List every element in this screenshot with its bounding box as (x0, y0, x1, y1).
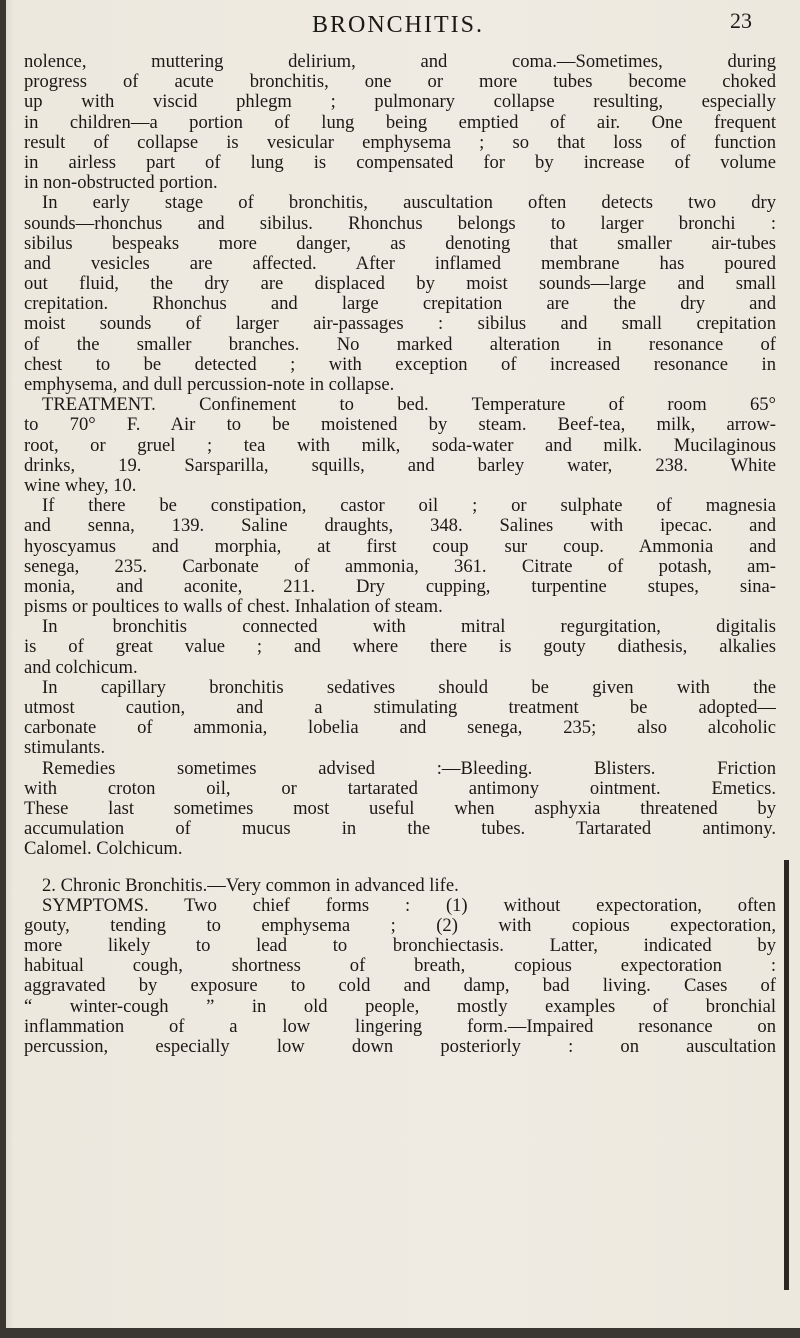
text-line: 2. Chronic Bronchitis.—Very common in advanced life. (42, 875, 459, 896)
text-line: in non-obstructed portion. (24, 173, 218, 194)
text-line: In capillary bronchitis sedatives should be given with the (42, 677, 776, 698)
text-line: is of great value ; and where there is gouty diathesis, alkalies (24, 637, 776, 658)
text-line: aggravated by exposure to cold and damp, bad living. Cases of (24, 976, 776, 997)
page-edge-shadow (784, 860, 789, 1290)
text-line: percussion, especially low down posteriorly : on auscultation (24, 1037, 776, 1057)
text-line: progress of acute bronchitis, one or more tubes become choked (24, 72, 776, 93)
text-line: sounds—rhonchus and sibilus. Rhonchus belongs to larger bronchi : (24, 213, 776, 234)
text-line: crepitation. Rhonchus and large crepitation are the dry and (24, 294, 776, 315)
text-line: and senna, 139. Saline draughts, 348. Salines with ipecac. and (24, 516, 776, 537)
text-line: more likely to lead to bronchiectasis. Latter, indicated by (24, 936, 776, 957)
text-line: sibilus bespeaks more danger, as denoting that smaller air-tubes (24, 233, 776, 254)
text-line: gouty, tending to emphysema ; (2) with copious expectoration, (24, 915, 776, 936)
text-line: stimulants. (24, 738, 106, 759)
text-line: chest to be detected ; with exception of increased resonance in (24, 354, 776, 375)
text-line: to 70° F. Air to be moistened by steam. Beef-tea, milk, arrow- (24, 415, 776, 436)
text-line: In bronchitis connected with mitral regurgitation, digitalis (42, 617, 776, 638)
text-line: in airless part of lung is compensated for by increase of volume (24, 152, 776, 173)
text-line: and vesicles are affected. After inflamed membrane has poured (24, 253, 776, 274)
text-line: utmost caution, and a stimulating treatment be adopted— (24, 698, 776, 718)
text-line: If there be constipation, castor oil ; or sulphate of magnesia (42, 496, 776, 517)
page-number: 23 (730, 8, 752, 33)
text-line: SYMPTOMS. Two chief forms : (1) without expectoration, often (42, 895, 776, 916)
text-line: nolence, muttering delirium, and coma.—Sometimes, during (24, 52, 776, 72)
text-line: up with viscid phlegm ; pulmonary collapse resulting, especially (24, 92, 776, 113)
text-line: out fluid, the dry are displaced by moist sounds—large and small (24, 274, 776, 295)
text-line: Remedies sometimes advised :—Bleeding. Blisters. Friction (42, 758, 776, 779)
text-line: hyoscyamus and morphia, at first coup sur coup. Ammonia and (24, 536, 776, 557)
text-line: Calomel. Colchicum. (24, 839, 183, 860)
text-line: TREATMENT. Confinement to bed. Temperature of room 65° (42, 395, 776, 416)
text-line: with croton oil, or tartarated antimony ointment. Emetics. (24, 778, 776, 799)
text-line: of the smaller branches. No marked alteration in resonance of (24, 334, 776, 355)
text-line: moist sounds of larger air-passages : sibilus and small crepitation (24, 314, 776, 335)
text-line: inflammation of a low lingering form.—Impaired resonance on (24, 1016, 776, 1037)
text-line: carbonate of ammonia, lobelia and senega, 235; also alcoholic (24, 718, 776, 739)
text-line: accumulation of mucus in the tubes. Tartarated antimony. (24, 819, 776, 840)
running-head (0, 8, 800, 48)
text-line: These last sometimes most useful when asphyxia threatened by (24, 798, 776, 819)
text-line: monia, and aconite, 211. Dry cupping, turpentine stupes, sina- (24, 576, 776, 597)
page-bottom-edge (0, 1328, 800, 1338)
text-line: pisms or poultices to walls of chest. Inhalation of steam. (24, 597, 443, 618)
text-line: result of collapse is vesicular emphysema ; so that loss of function (24, 132, 776, 153)
running-title: BRONCHITIS. (311, 12, 484, 38)
text-line: and colchicum. (24, 657, 138, 678)
text-line: emphysema, and dull percussion-note in collapse. (24, 375, 395, 395)
text-line: wine whey, 10. (24, 475, 137, 496)
text-line: drinks, 19. Sarsparilla, squills, and barley water, 238. White (24, 455, 776, 476)
text-line: habitual cough, shortness of breath, copious expectoration : (24, 956, 776, 977)
text-line: in children—a portion of lung being emptied of air. One frequent (24, 112, 776, 133)
text-line: root, or gruel ; tea with milk, soda-water and milk. Mucilaginous (24, 435, 776, 456)
text-line: In early stage of bronchitis, auscultation often detects two dry (42, 193, 776, 214)
text-line: “ winter-cough ” in old people, mostly examples of bronchial (24, 996, 776, 1017)
page-gutter-shadow (0, 0, 6, 1338)
section-gap (24, 860, 776, 876)
body-text (24, 52, 776, 1057)
text-line: senega, 235. Carbonate of ammonia, 361. Citrate of potash, am- (24, 556, 776, 577)
